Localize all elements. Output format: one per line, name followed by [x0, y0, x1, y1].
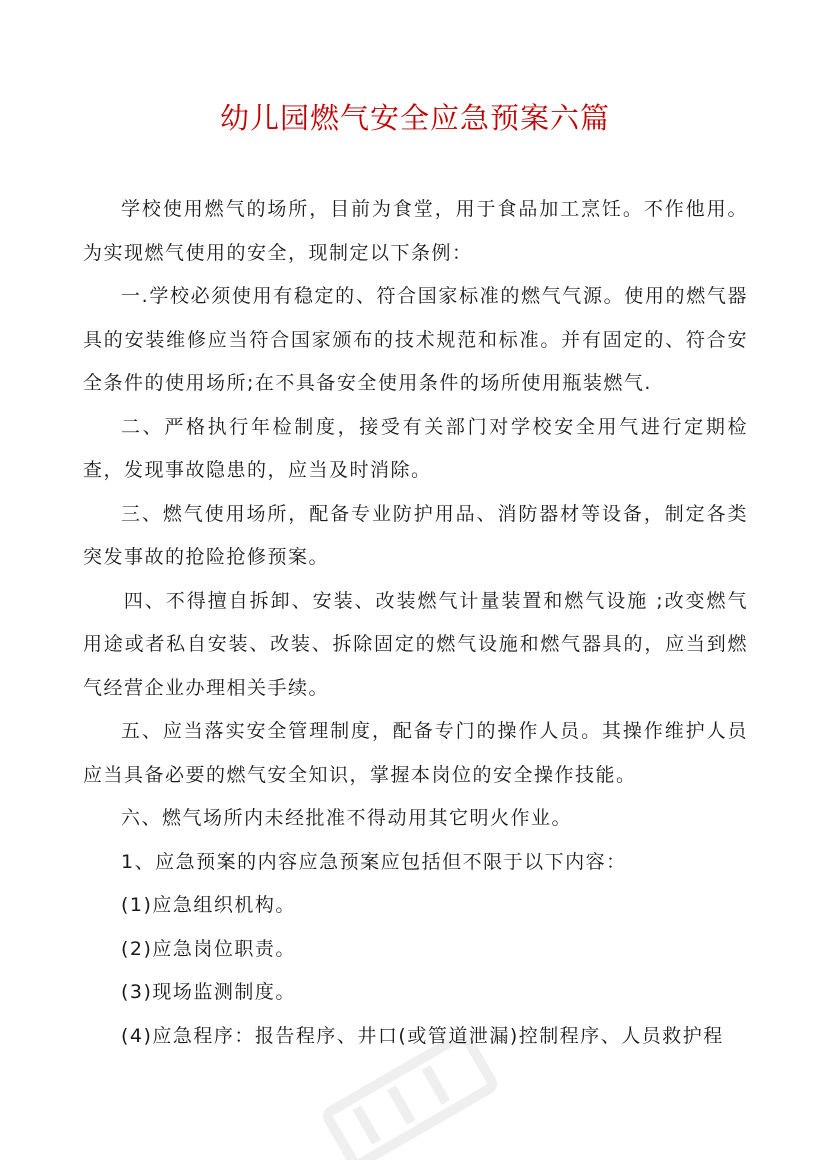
- document-title: 幼儿园燃气安全应急预案六篇: [219, 101, 610, 135]
- paragraph-plan-content: 1、应急预案的内容应急预案应包括但不限于以下内容：: [121, 850, 627, 873]
- paragraph-intro: 学校使用燃气的场所，目前为食堂，用于食品加工烹饪。不作他用。为实现燃气使用的安全，现制定以下条例：: [83, 198, 748, 264]
- paragraph-rule-4: 四、不得擅自拆卸、安装、改装燃气计量装置和燃气设施 ;改变燃气用途或者私自安装、改装、拆除固定的燃气设施和燃气器具的，应当到燃气经营企业办理相关手续。: [83, 589, 748, 699]
- paragraph-rule-3: 三、燃气使用场所，配备专业防护用品、消防器材等设备，制定各类突发事故的抢险抢修预案。: [83, 502, 748, 568]
- list-item-2: (2)应急岗位职责。: [121, 937, 296, 960]
- list-item-3: (3)现场监测制度。: [121, 981, 296, 1003]
- list-item-1: (1)应急组织机构。: [121, 894, 296, 916]
- document-body: [83, 188, 748, 1058]
- paragraph-rule-1: 一.学校必须使用有稳定的、符合国家标准的燃气气源。使用的燃气器具的安装维修应当符合国家颁布的技术规范和标准。并有固定的、符合安全条件的使用场所;在不具备安全使用条件的场所使用瓶装燃气.: [83, 285, 748, 394]
- list-item-4: (4)应急程序：报告程序、井口(或管道泄漏)控制程序、人员救护程: [121, 1024, 724, 1047]
- paragraph-rule-6: 六、燃气场所内未经批准不得动用其它明火作业。: [121, 807, 573, 829]
- paragraph-rule-5: 五、应当落实安全管理制度，配备专门的操作人员。其操作维护人员应当具备必要的燃气安全知识，掌握本岗位的安全操作技能。: [83, 720, 748, 786]
- watermark-icon: [300, 1040, 520, 1160]
- paragraph-rule-2: 二、严格执行年检制度，接受有关部门对学校安全用气进行定期检查，发现事故隐患的，应当及时消除。: [83, 415, 748, 481]
